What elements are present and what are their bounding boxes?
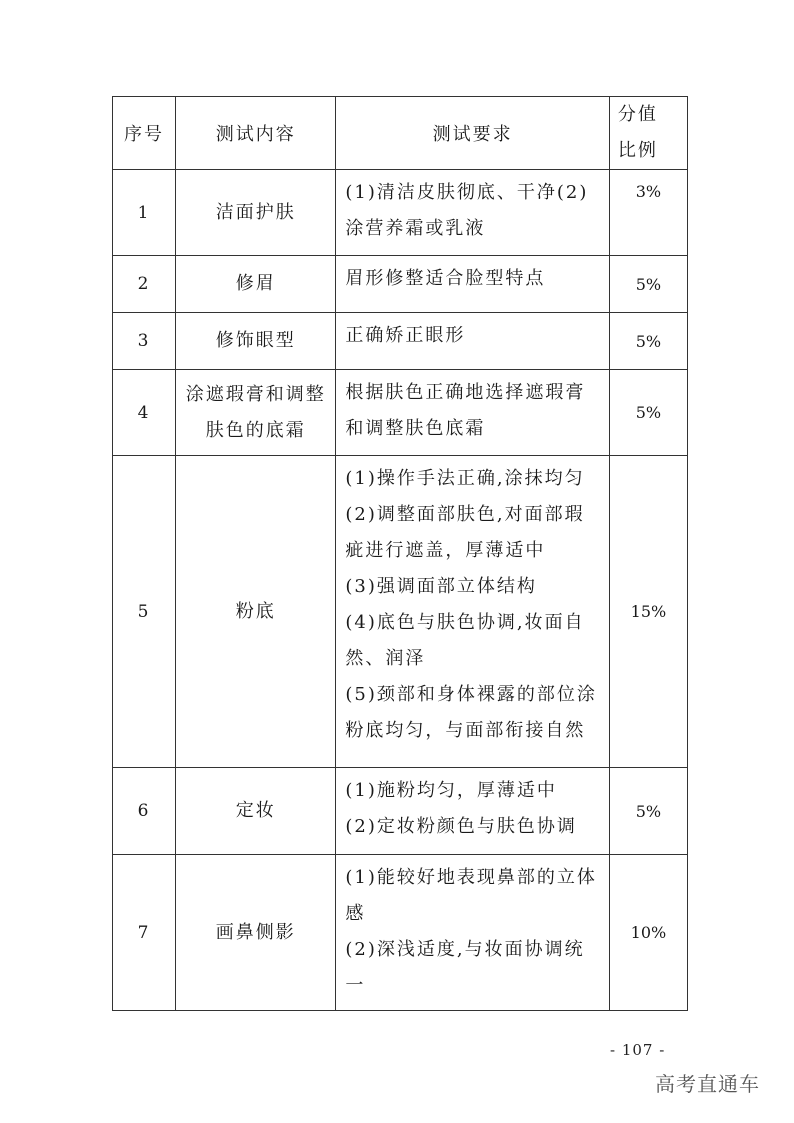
row-ratio: 10% bbox=[609, 855, 687, 1011]
page-number: - 107 - bbox=[610, 1041, 666, 1059]
row-content: 定妆 bbox=[176, 768, 336, 855]
table-row bbox=[113, 768, 688, 855]
requirement-line: (3)强调面部立体结构 bbox=[345, 576, 537, 597]
table-row bbox=[113, 170, 688, 256]
row-number: 3 bbox=[113, 313, 176, 370]
requirement-line: (1)施粉均匀，厚薄适中 bbox=[345, 780, 557, 801]
row-ratio: 5% bbox=[609, 768, 687, 855]
requirement-line: 眉形修整适合脸型特点 bbox=[345, 268, 546, 289]
row-requirements bbox=[336, 456, 609, 768]
row-number: 7 bbox=[113, 855, 176, 1011]
row-content: 修眉 bbox=[176, 256, 336, 313]
row-requirements bbox=[336, 256, 609, 313]
row-requirements bbox=[336, 855, 609, 1011]
row-requirements bbox=[336, 170, 609, 256]
table-row bbox=[113, 456, 688, 768]
requirement-line: (1)能较好地表现鼻部的立体感 bbox=[345, 867, 597, 924]
row-number: 6 bbox=[113, 768, 176, 855]
row-number: 4 bbox=[113, 370, 176, 456]
row-number: 2 bbox=[113, 256, 176, 313]
row-ratio: 5% bbox=[609, 313, 687, 370]
requirement-line: (2)深浅适度,与妆面协调统一 bbox=[345, 939, 585, 996]
row-requirements bbox=[336, 768, 609, 855]
row-content: 洁面护肤 bbox=[176, 170, 336, 256]
row-content: 画鼻侧影 bbox=[176, 855, 336, 1011]
header-number: 序号 bbox=[113, 97, 176, 170]
row-ratio: 3% bbox=[609, 170, 687, 256]
row-content: 粉底 bbox=[176, 456, 336, 768]
header-ratio-line2: 比例 bbox=[617, 140, 658, 161]
header-requirements: 测试要求 bbox=[336, 97, 609, 170]
table-row bbox=[113, 370, 688, 456]
requirement-line: (5)颈部和身体裸露的部位涂粉底均匀，与面部衔接自然 bbox=[345, 684, 597, 741]
requirement-line: (1)操作手法正确,涂抹均匀 bbox=[345, 468, 585, 489]
row-requirements bbox=[336, 370, 609, 456]
table-header-row bbox=[113, 97, 688, 170]
table-row bbox=[113, 855, 688, 1011]
header-ratio bbox=[609, 97, 687, 170]
row-ratio: 5% bbox=[609, 256, 687, 313]
row-content: 涂遮瑕膏和调整肤色的底霜 bbox=[176, 370, 336, 456]
row-number: 1 bbox=[113, 170, 176, 256]
watermark-text: 高考直通车 bbox=[655, 1072, 760, 1096]
header-content: 测试内容 bbox=[176, 97, 336, 170]
requirement-line: 根据肤色正确地选择遮瑕膏和调整肤色底霜 bbox=[345, 382, 586, 439]
header-ratio-line1: 分值 bbox=[617, 104, 658, 125]
row-ratio: 15% bbox=[609, 456, 687, 768]
requirement-line: (2)调整面部肤色,对面部瑕疵进行遮盖，厚薄适中 bbox=[345, 504, 585, 561]
row-content: 修饰眼型 bbox=[176, 313, 336, 370]
requirement-line: (4)底色与肤色协调,妆面自然、润泽 bbox=[345, 612, 585, 669]
row-ratio: 5% bbox=[609, 370, 687, 456]
table-row bbox=[113, 313, 688, 370]
requirement-line: (2)定妆粉颜色与肤色协调 bbox=[345, 816, 577, 837]
requirement-line: (1)清洁皮肤彻底、干净(2)涂营养霜或乳液 bbox=[345, 182, 589, 239]
scoring-table bbox=[112, 96, 688, 1011]
row-number: 5 bbox=[113, 456, 176, 768]
row-requirements bbox=[336, 313, 609, 370]
requirement-line: 正确矫正眼形 bbox=[345, 325, 466, 346]
table-row bbox=[113, 256, 688, 313]
